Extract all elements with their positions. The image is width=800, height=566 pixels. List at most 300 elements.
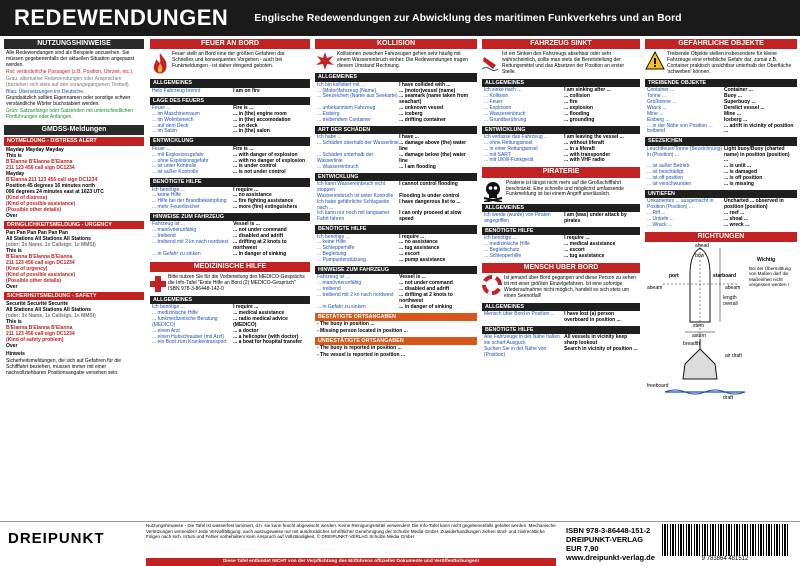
phrase-de: ... im Salon — [152, 128, 178, 135]
phrase-en: Container ... — [723, 87, 753, 94]
phrase-en: ... grounding — [564, 116, 595, 123]
phrase-de: ... Untiefe ... — [647, 215, 674, 222]
phrase-en: ... a doctor — [233, 327, 259, 334]
hinweis-title: Hinweis — [6, 351, 25, 358]
koll-hilfe-list — [315, 235, 477, 264]
phrase-de: ... Schlepperhilfe — [317, 245, 355, 252]
phrase-en: Vessel is ... — [399, 274, 426, 281]
feuer-lage-list — [150, 106, 310, 135]
phrase-en: ... tug assistance — [399, 245, 440, 252]
phrase-en: ... drifting container — [399, 116, 446, 123]
phrase-de: ... Kollision — [484, 93, 509, 100]
distress-line: B'Elanna B'Elanna B'Elanna — [6, 158, 73, 165]
safety-line: (Kind of safety problem) — [6, 337, 64, 344]
header-bar — [0, 0, 800, 36]
phrase-row — [152, 170, 308, 176]
phrase-en: ... medical assistance — [564, 241, 616, 248]
phrase-en: ... more (fire) extinguishers — [233, 204, 298, 211]
distress-line: (Possible other details) — [6, 206, 62, 213]
urgency-line: (Possible other details) — [6, 278, 62, 285]
phrase-en: ... explosion — [564, 104, 593, 111]
phrase-de: ... Pumpunterstützung — [317, 257, 366, 264]
phrase-de: ... manövrierunfähig — [152, 227, 197, 234]
barcode-number: 9 783864 481512 — [701, 556, 749, 562]
phrase-row — [484, 118, 638, 124]
feuer-hilfe: BENÖTIGTE HILFE — [150, 178, 310, 186]
distress-line: B'Elanna 211 123 456 call sign DC1234 — [6, 176, 98, 183]
phrase-de: Ich kann nur noch mit langsamer Fahrt fahren — [317, 210, 390, 223]
safety-line: Securité Securité Securité — [6, 301, 68, 308]
phrase-en: ... in a liferaft — [564, 145, 595, 152]
phrase-en: I cannot control flooding — [399, 180, 458, 187]
phrase-en: I require ... — [564, 235, 590, 242]
wichtig-text: Bei der Übermittlung von Maßen darf die Maßeinheit nicht vergessen werden ! — [749, 266, 791, 288]
phrase-de: ... Seezeichen (Name aus Seekarte) — [317, 93, 398, 100]
phrase-de: ... Begleitschutz — [484, 246, 520, 253]
feuer-heading: FEUER AN BORD — [150, 39, 310, 49]
phrase-de: ... Schäden unterhalb der Wasserlinie — [317, 151, 374, 164]
feuer-lage: LAGE DES FEUERS — [150, 97, 310, 105]
bestaetigt-heading: BESTÄTIGTE ORTSANGABEN — [315, 313, 477, 321]
unbestaetigt-heading: UNBESTÄTIGTE ORTSANGABEN — [315, 337, 477, 345]
phrase-row — [317, 211, 475, 223]
gef-heading: GEFÄHRLICHE OBJEKTE — [645, 39, 797, 49]
phrase-de: Helo Fahrzeug brennt — [152, 87, 201, 94]
phrase-en: I require ... — [233, 186, 259, 193]
phrase-de: Feuer ... — [152, 145, 171, 152]
distress-line: This is — [6, 152, 22, 159]
phrase-en: ... in (the) accomodation — [233, 116, 291, 123]
phrase-de: ... Wassereinbruch — [317, 163, 359, 170]
label-stern: stern — [693, 323, 705, 329]
phrase-de: Ich benötige ... — [484, 235, 517, 242]
nutzung-grey: Grau: alternative Redewendungen oder Ansprachen (beziehen sich stets auf den vorangegangenen Textteil). — [6, 75, 130, 88]
phrase-en: ... escort — [564, 246, 585, 253]
koll-art: ART DER SCHÄDEN — [315, 126, 477, 134]
phrase-en: ... I am flooding — [399, 163, 436, 170]
phrase-de: ... Begleitung — [317, 251, 347, 258]
phrase-en: ... no assistance — [233, 192, 272, 199]
label-abeam-right: abeam — [725, 285, 741, 291]
phrase-en: I am on fire — [233, 87, 260, 94]
koll-art-list — [315, 135, 477, 170]
phrase-en: All vessels in vicinity keep sharp lookout — [564, 334, 628, 346]
phrase-en: ... in danger of sinking — [233, 250, 287, 257]
phrase-de: ... treibend mit 2 kn nach nordwest — [152, 239, 229, 246]
phrase-en: ... medical assistance — [233, 310, 285, 317]
phrase-en: ... no assistance — [399, 239, 438, 246]
phrase-en: I require ... — [399, 233, 425, 240]
column-nutzung — [4, 39, 144, 519]
phrase-de: Fahrzeug ist ... — [152, 221, 186, 228]
phrase-en: ... with no danger of explosion — [233, 157, 306, 164]
sink-entwicklung: ENTWICKLUNG — [482, 126, 640, 134]
phrase-row — [317, 153, 475, 165]
phrase-en: I have collided with ... — [399, 81, 451, 88]
mob-hilfe-list — [482, 335, 640, 359]
phrase-de: Feuer ... — [152, 104, 171, 111]
koll-intro: Kollisionen zwischen Fahrzeugen gehen sehr häufig mit einem Wassereinbruch einher. Die Redewendungen tragen diesem Umstand Rechnung. — [337, 51, 469, 70]
pirat-hilfe: BENÖTIGTE HILFE — [482, 227, 640, 235]
publisher-logo: DREIPUNKT — [8, 530, 105, 547]
phrase-row — [317, 118, 475, 124]
nutzung-heading: NUTZUNGSHINWEISE — [4, 39, 144, 49]
phrase-en: Fire is ... — [233, 104, 254, 111]
label-abeam-left: abeam — [647, 285, 663, 291]
distress-line: (Kind of possible assistance) — [6, 200, 76, 207]
phrase-en: ... reef ... — [723, 210, 745, 217]
phrase-de: Ich kann Wassereinbruch nicht stoppen — [317, 180, 386, 193]
phrase-en: Uncharted ... observed in position (position) — [723, 198, 784, 211]
nutzung-text: Alle Redewendungen sind als Beispiele anzusehen. Sie müssen gegebenenfalls der aktuellen Situation angepasst werden. — [6, 50, 135, 69]
sink-entwicklung-list — [482, 135, 640, 164]
isbn: ISBN 978-3-86448-151-2 — [566, 526, 651, 535]
phrase-de: ... auf dem Deck — [152, 122, 189, 129]
column-feuer — [150, 39, 310, 519]
phrase-en: Fire is ... — [233, 145, 254, 152]
phrase-de: ... in Gefahr zu sinken — [317, 303, 366, 310]
publisher: DREIPUNKT-VERLAG — [566, 534, 644, 544]
phrase-de: Suchen Sie in der Nähe von (Position) — [484, 345, 547, 358]
phrase-en: I require ... — [233, 304, 259, 311]
mob-hilfe: BENÖTIGTE HILFE — [482, 326, 640, 334]
distress-line: Mayday — [6, 170, 25, 177]
phrase-en: ... is under control — [233, 163, 277, 170]
richt-heading: RICHTUNGEN — [645, 232, 797, 242]
phrase-en: ... (motor)vessel (name) — [399, 87, 456, 94]
phrase-en: ... with transponder — [564, 151, 611, 158]
barcode — [662, 524, 788, 556]
distress-line: Mayday Mayday Mayday — [6, 146, 64, 153]
label-bow: bow — [695, 253, 705, 259]
phrase-row — [317, 182, 475, 194]
phrase-de: ... keine Hilfe — [152, 192, 181, 199]
nutzung-green: Grün: Satzanfänge oder Satzenden mit unterschiedlichen Fortführungen oder Anfängen. — [6, 108, 134, 121]
sink-heading: FAHRZEUG SINKT — [482, 39, 640, 49]
label-breadth: breadth — [683, 341, 700, 347]
distress-line: Position 45 degrees 16 minutes north — [6, 182, 95, 189]
phrase-row — [152, 89, 308, 95]
footer-warning-bar: Diese Tafel entbindet NICHT von der Verpflichtung des Mitführens offizieller Dokumente und Veröffentlichungen! — [146, 558, 556, 566]
phrase-de: Wassereinbruch ist unter Kontrolle — [317, 192, 394, 199]
feuer-entwicklung-list — [150, 147, 310, 176]
koll-list — [315, 83, 477, 124]
phrase-en: ... with VHF radio — [564, 157, 605, 164]
phrase-en: Vessel is ... — [233, 221, 260, 228]
column-gefahr — [645, 39, 797, 519]
koll-heading: KOLLISION — [315, 39, 477, 49]
phrase-en: Derelict vessel ... — [723, 104, 765, 111]
koll-hilfe: BENÖTIGTE HILFE — [315, 225, 477, 233]
phrase-de: Ich benötige ... — [317, 233, 350, 240]
phrase-de: Ich habe gefährliche Schlagseite nach ... — [317, 198, 390, 211]
safety-line: This is — [6, 319, 22, 326]
phrase-de: ... ohne Explosionsgefahr — [152, 157, 209, 164]
safety-line: 211 123 456 call sign DC1234 — [6, 331, 75, 338]
urgency-line: B'Elanna B'Elanna B'Elanna — [6, 254, 73, 261]
phrase-en: ... damage above (the) water line — [399, 140, 467, 153]
distress-line: 211 123 456 call sign DC1234 — [6, 164, 75, 171]
med-heading: MEDIZINISCHE HILFE — [150, 262, 310, 272]
phrase-en: ... not under command — [233, 227, 287, 234]
phrase-de: Ich verlasse das Fahrzeug ... — [484, 133, 549, 140]
phrase-de: ... ist außer Betrieb — [647, 163, 690, 170]
medical-cross-icon — [150, 274, 166, 292]
phrase-en: I have lost (a) person overboard in position ... — [564, 310, 621, 323]
mob-allgemeines: ALLGEMEINES — [482, 303, 640, 311]
phrase-en: ... without liferaft — [564, 139, 605, 146]
column-kollision — [315, 39, 477, 519]
phrase-row — [152, 252, 308, 258]
skull-icon — [482, 180, 504, 202]
phrase-en: ... is missing — [723, 181, 754, 188]
unbestaetigt-line: - The buoy is reported in position ... — [317, 345, 402, 352]
phrase-row — [152, 317, 308, 329]
phrase-de: ... ist off position — [647, 175, 684, 182]
phrase-en: ... is off position — [723, 175, 763, 182]
gmdss-heading: GMDSS-Meldungen — [4, 125, 144, 135]
phrase-en: ... a helicopter (with doctor) — [233, 333, 299, 340]
feuer-intro: Feuer stellt an Bord eine der größten Gefahren dar. Schnelles und konsequentes Vorgehen - auch bei Funkmeldungen - ist daher dringend geboten. — [172, 51, 286, 70]
phrase-en: I am leaving the vessel ... — [564, 133, 624, 140]
phrase-de: Ich werde (wurde) von Piraten angegriffen — [484, 211, 551, 224]
med-intro: Bitte nutzen Sie für die Vorbereitung des MEDICO-Gesprächs die Info-Tafel "Erste Hilfe an Bord (2) MEDICO-Gespräch" ISBN 978-3-86448-142-0 — [168, 274, 305, 292]
column-sinkt — [482, 39, 640, 519]
label-freeboard: freeboard — [647, 383, 669, 389]
nutzung-red: Rot: veränderliche Passagen (z.B. Position, Uhrzeit, etc.). — [6, 68, 134, 75]
isbn-block — [566, 527, 655, 562]
phrase-de: Eisberg ... — [647, 116, 670, 123]
phrase-en: ... pump assistance — [399, 257, 446, 264]
safety-heading: SICHERHEITSMELDUNG - SAFETY — [4, 292, 144, 300]
phrase-de: ... Wrack ... — [647, 221, 673, 228]
fire-icon — [150, 51, 170, 77]
phrase-de: ... Grundberührung — [484, 116, 527, 123]
safety-line: B'Elanna B'Elanna B'Elanna — [6, 325, 73, 332]
lifebuoy-icon — [482, 275, 502, 295]
phrase-en: ... shoal ... — [723, 215, 749, 222]
phrase-de: ... ist verschwunden — [647, 181, 692, 188]
phrase-en: I am (was) under attack by pirates — [564, 211, 627, 224]
phrase-en: I can only proceed at slow speed — [399, 210, 462, 223]
phrase-de: ... mehr Feuerlöscher — [152, 204, 200, 211]
phrase-en: Iceberg ... — [723, 116, 748, 123]
phrase-row — [484, 158, 638, 164]
nutzung-text2: Grundsätzlich sollten Eigennamen oder sonstige schwer verständliche Wörter buchstabiert werden. — [6, 95, 131, 108]
phrase-en: ... radio medical advice (MEDICO) — [233, 315, 288, 328]
unbestaetigt-line: - The vessel is reported in position ... — [317, 352, 406, 359]
gef-intro: Treibende Objekte stellen insbesondere für kleine Fahrzeuge eine erhebliche Gefahr dar, zumal z.B. Container praktisch unsichtbar unterhalb der Oberfläche 'schweben' können. — [667, 51, 792, 75]
phrase-en: ... in (the) engine room — [233, 110, 287, 117]
phrase-en: ... damage below (the) water line — [399, 151, 466, 164]
phrase-de: ... ein Boot zum Krankentransport — [152, 339, 227, 346]
page-subtitle: Englische Redewendungen zur Abwicklung des maritimen Funkverkehrs und an Bord — [254, 11, 682, 24]
phrase-en: ... is not under control — [233, 169, 286, 176]
label-port: port — [669, 273, 679, 279]
pirat-heading: PIRATERIE — [482, 167, 640, 177]
phrase-en: ... a boat for hospital transfer — [233, 339, 303, 346]
phrase-en: ... in (the) salon — [233, 128, 270, 135]
phrase-de: ... in der Nähe von Position ... treibend — [647, 122, 713, 135]
phrase-de: ... ohne Rettungsinsel — [484, 139, 533, 146]
feuer-hilfe-list — [150, 188, 310, 212]
phrase-de: Mensch über Bord in Position ... — [484, 310, 555, 317]
phrase-en: Mine ... — [723, 110, 741, 117]
phrase-row — [647, 182, 795, 188]
phrase-de: Leuchtfeuer/Tonne (Bezeichnung) in (Position) ... — [647, 145, 723, 158]
phrase-en: ... adrift in vicinity of position ... — [723, 122, 794, 135]
koll-entwicklung-list — [315, 182, 477, 223]
urgency-line: Over — [6, 284, 18, 291]
phrase-en: Superbuoy ... — [723, 98, 756, 105]
phrase-row — [647, 147, 795, 165]
phrase-de: Fahrzeug ist ... — [317, 274, 351, 281]
urgency-line: (Kind of urgency) — [6, 266, 48, 273]
safety-line: (oder: 3x Name, 1x Callsign, 1x MMSI) — [6, 313, 96, 320]
gef-seezeichen: SEEZEICHEN — [645, 137, 797, 145]
phrase-en: ... in danger of sinking — [399, 303, 453, 310]
urgency-line: 211 123 456 call sign DC1234 — [6, 260, 75, 267]
gef-treibend-list — [645, 88, 797, 135]
phrase-de: ... einen Arzt — [152, 327, 180, 334]
phrase-en: ... drifting at 2 knots to northwest — [399, 292, 453, 304]
sink-allgemeines: ALLGEMEINES — [482, 79, 640, 87]
phrase-row — [647, 223, 795, 229]
label-starboard: starboard — [713, 273, 737, 279]
phrase-en: Buoy ... — [723, 93, 743, 100]
urgency-heading: DRINGLICHKEITSMELDUNG - URGENCY — [4, 221, 144, 229]
mob-heading: MENSCH ÜBER BORD — [482, 263, 640, 273]
phrase-de: ... einen Hubschrauber (mit Arzt) — [152, 333, 224, 340]
page-title: REDEWENDUNGEN — [14, 5, 229, 31]
distress-line: Over — [6, 212, 18, 219]
phrase-en: ... not under command — [399, 280, 453, 287]
feuer-entwicklung: ENTWICKLUNG — [150, 137, 310, 145]
phrase-row — [152, 205, 308, 211]
phrase-de: ... (Motor)fahrzeug (Name) — [317, 87, 377, 94]
phrase-en: ... on deck — [233, 122, 258, 129]
phrase-en: ... tug assistance — [564, 252, 605, 259]
urgency-line: Pan Pan Pan Pan Pan Pan — [6, 230, 68, 237]
urgency-line: All Stations All Stations All Stations — [6, 236, 91, 243]
price: EUR 7,90 — [566, 543, 599, 553]
phrase-de: ... Feuer — [484, 98, 503, 105]
phrase-row — [317, 258, 475, 264]
koll-entwicklung: ENTWICKLUNG — [315, 173, 477, 181]
website: www.dreipunkt-verlag.de — [566, 552, 655, 562]
phrase-de: ... keine Hilfe — [317, 239, 346, 246]
bestaetigt-line: - The buoy in position ... — [317, 321, 375, 328]
phrase-de: Alle Fahrzeuge in der Nähe halten sie scharf Ausguck — [484, 334, 560, 346]
label-astern: astern — [692, 333, 706, 339]
med-list — [150, 305, 310, 346]
bestaetigt-line: - Missing person located in position ... — [317, 328, 408, 334]
med-allgemeines: ALLGEMEINES — [150, 296, 310, 304]
phrase-de: ... mit Explosionsgefahr — [152, 151, 204, 158]
phrase-en: ... seamark (name taken from seachart) — [399, 93, 469, 106]
warning-icon — [645, 51, 665, 71]
phrase-row — [484, 213, 638, 225]
label-air-draft: air draft — [725, 353, 742, 359]
phrase-en: ... escort — [399, 251, 420, 258]
phrase-de: ... treibend mit 2 kn nach nordwest — [317, 292, 394, 299]
phrase-de: ... treibend — [152, 233, 176, 240]
collision-icon — [315, 51, 335, 71]
phrase-en: ... is damaged — [723, 169, 758, 176]
pirat-intro: Piraterie ist längst nicht mehr auf die Großschifffahrt beschränkt. Eine schnelle und möglichst umfassende Funkmeldung ist bei einem Angriff unerlässlich. — [506, 179, 624, 198]
phrase-en: ... drifting at 2 knots to northwest — [233, 239, 287, 252]
phrase-de: Container ... — [647, 87, 675, 94]
feuer-allgemeines: ALLGEMEINES — [150, 79, 310, 87]
phrase-de: Wrack ... — [647, 104, 667, 111]
phrase-de: ... ist unter Kontrolle — [152, 163, 197, 170]
sink-intro: Ist ein Sinken des Fahrzeugs absehbar oder sehr wahrscheinlich, sollte man stets die Bereitstellung der Rettungsmittel und das Absetzen der Position an erster Stelle. — [502, 51, 625, 75]
hinweis-text: Sicherheitsmeldungen, die sich auf Gefahren für die Schifffahrt beziehen, müssen immer mit einer nachvollziehbaren Positionsangabe versehen sein. — [6, 358, 122, 377]
phrase-de: ... Explosion — [484, 104, 512, 111]
phrase-en: I am sinking after ... — [564, 87, 611, 94]
distress-heading: NOTMELDUNG - DISTRESS ALERT — [4, 137, 144, 145]
phrase-en: ... fire fighting assistance — [233, 198, 294, 205]
phrase-row — [484, 254, 638, 260]
gef-treibend: TREIBENDE OBJEKTE — [645, 79, 797, 87]
safety-line: All Stations All Stations All Stations — [6, 307, 91, 314]
phrase-de: ... manövrierunfähig — [317, 280, 362, 287]
urgency-line: (oder: 3x Name, 1x Callsign, 1x MMSI) — [6, 242, 96, 249]
pirat-hilfe-list — [482, 236, 640, 260]
phrase-row — [484, 312, 638, 324]
phrase-en: Light buoy/Buoy (charted name) in position (position) ... — [723, 145, 790, 164]
phrase-de: ... treibendem Container — [317, 116, 371, 123]
phrase-en: ... collision — [564, 93, 590, 100]
phrase-en: I have ... — [399, 134, 419, 141]
urgency-line: This is — [6, 248, 22, 255]
phrase-row — [152, 129, 308, 135]
phrase-de: Ich habe ... — [317, 134, 342, 141]
urgency-line: (Kind of possible assistance) — [6, 272, 76, 279]
phrase-de: ... in Gefahr zu sinken — [152, 250, 201, 257]
phrase-de: ... Eisberg — [317, 111, 340, 118]
phrase-de: ... Schlepperhilfe — [484, 252, 522, 259]
phrase-de: ... ist beschädigt — [647, 169, 684, 176]
feuer-fahrzeug-list — [150, 222, 310, 257]
phrase-en: I have dangerous list to ... — [399, 198, 461, 205]
phrase-de: ... funkmedizinische Beratung (MEDICO) — [152, 315, 218, 328]
sinking-ship-icon — [482, 51, 500, 71]
phrase-de: Ich benötige ... — [152, 186, 185, 193]
nutzung-blue: Blau: Übersetzungen ins Deutsche. — [6, 88, 85, 95]
phrase-row — [317, 165, 475, 171]
label-length: length overall — [723, 295, 738, 307]
phrase-de: ... Hilfe bei der Brandbekämpfung — [152, 198, 227, 205]
phrase-de: Ich sinke nach ... — [484, 87, 522, 94]
label-draft: draft — [723, 395, 734, 401]
phrase-de: ... medizinische Hilfe — [152, 310, 198, 317]
phrase-de: ... Wassereinbruch — [484, 110, 526, 117]
footer-note: Nutzungshinweise - Die Tafel ist wasserfest laminiert, d.h. sie kann feucht abgewischt werden. Keine Reinigungsmittel verwenden! Die Info-Tafel kann nicht gegebenenfalls gefaltet werden. Mechanische Verletzungen vermeiden! Jede Vervielfältigung, auch auszugsweise nur mit ausdrücklicher schriftlicher Genehmigung der Schulze Media GmbH. Zuwiderhandlungen ziehen straf- und zivilrechtliche Folgen nach sich. Irrtum und Fehler vorbehalten! Kein Anspruch auf Vollständigkeit. © DREIPUNKT-VERLAG Schulze Media GmbH — [146, 523, 556, 540]
phrase-en: Flooding is under control — [399, 192, 460, 199]
phrase-en: ... fire — [564, 98, 578, 105]
koll-fahrzeug: HINWEISE ZUM FAHRZEUG — [315, 266, 477, 274]
phrase-row — [647, 199, 795, 211]
pirat-allgemeines: ALLGEMEINES — [482, 204, 640, 212]
phrase-de: ... medizinische Hilfe — [484, 241, 530, 248]
phrase-de: Tonne ... — [647, 93, 667, 100]
phrase-de: Großtonne ... — [647, 98, 677, 105]
phrase-en: ... wreck ... — [723, 221, 750, 228]
phrase-en: ... disabled and adrift — [233, 233, 284, 240]
phrase-row — [484, 347, 638, 359]
phrase-de: ... im Maschinenraum — [152, 110, 200, 117]
